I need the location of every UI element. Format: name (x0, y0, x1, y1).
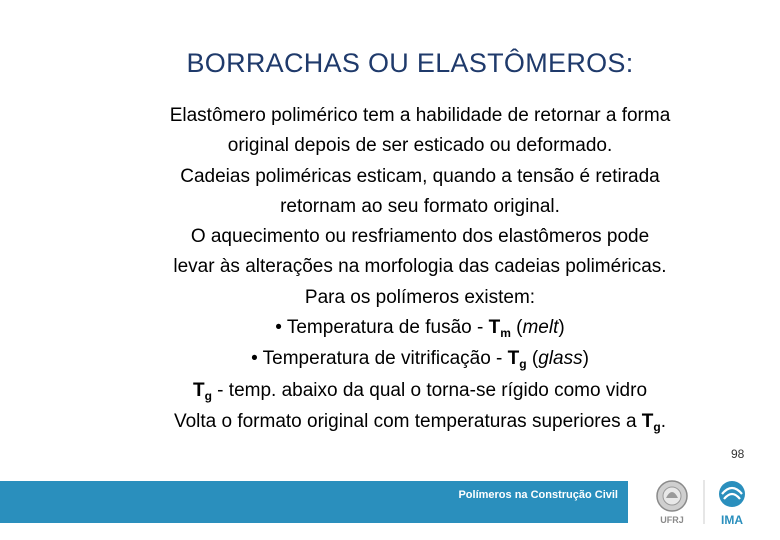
footer-label: Polímeros na Construção Civil (458, 489, 618, 501)
glass-close: ) (582, 348, 589, 370)
body-line-6: levar às alterações na morfologia das cadeias poliméricas. (173, 256, 667, 278)
glass-subscript: g (519, 357, 527, 372)
body-line-1: Elastômero polimérico tem a habilidade de retornar a forma (169, 105, 671, 126)
body-line-glass (100, 344, 740, 375)
return-text: Volta o formato original com temperaturas superiores a (173, 410, 642, 432)
body-line-3: Cadeias poliméricas esticam, quando a tensão é retirada (180, 165, 660, 187)
return-end: . (660, 410, 667, 432)
body-line-7: Para os polímeros existem: (304, 286, 536, 308)
body-line-2: original depois de ser esticado ou deformado. (227, 135, 613, 157)
return-symbol: T (641, 410, 654, 432)
page-number: 98 (731, 447, 745, 461)
glass-prefix: • Temperatura de vitrificação - (251, 348, 508, 370)
body-line-melt (100, 313, 740, 344)
glass-symbol: T (507, 348, 520, 370)
body-line-4: retornam ao seu formato original. (280, 195, 560, 217)
slide-body (100, 101, 740, 438)
institution-logos (650, 474, 770, 530)
footer-bar (0, 481, 628, 523)
body-line-5: O aquecimento ou resfriamento dos elastômeros pode (190, 226, 650, 248)
footer-logos (650, 474, 770, 530)
tg-subscript: g (204, 388, 212, 403)
melt-italic: melt (522, 317, 559, 339)
melt-symbol: T (488, 317, 501, 339)
melt-subscript: m (500, 326, 511, 341)
svg-text:IMA: IMA (721, 513, 743, 527)
body-line-return (100, 407, 740, 438)
ima-logo (719, 481, 745, 527)
slide-title: BORRACHAS OU ELASTÔMEROS: (186, 48, 634, 78)
tg-def-text: - temp. abaixo da qual o torna-se rígido como vidro (211, 379, 648, 401)
body-line-tg-def (100, 376, 740, 407)
glass-open: ( (526, 348, 539, 370)
melt-open: ( (510, 317, 523, 339)
tg-symbol: T (192, 379, 205, 401)
melt-close: ) (558, 317, 565, 339)
melt-prefix: • Temperatura de fusão - (275, 317, 489, 339)
return-subscript: g (653, 419, 661, 434)
glass-italic: glass (538, 348, 583, 370)
svg-text:UFRJ: UFRJ (660, 515, 684, 525)
ufrj-logo (657, 481, 687, 525)
